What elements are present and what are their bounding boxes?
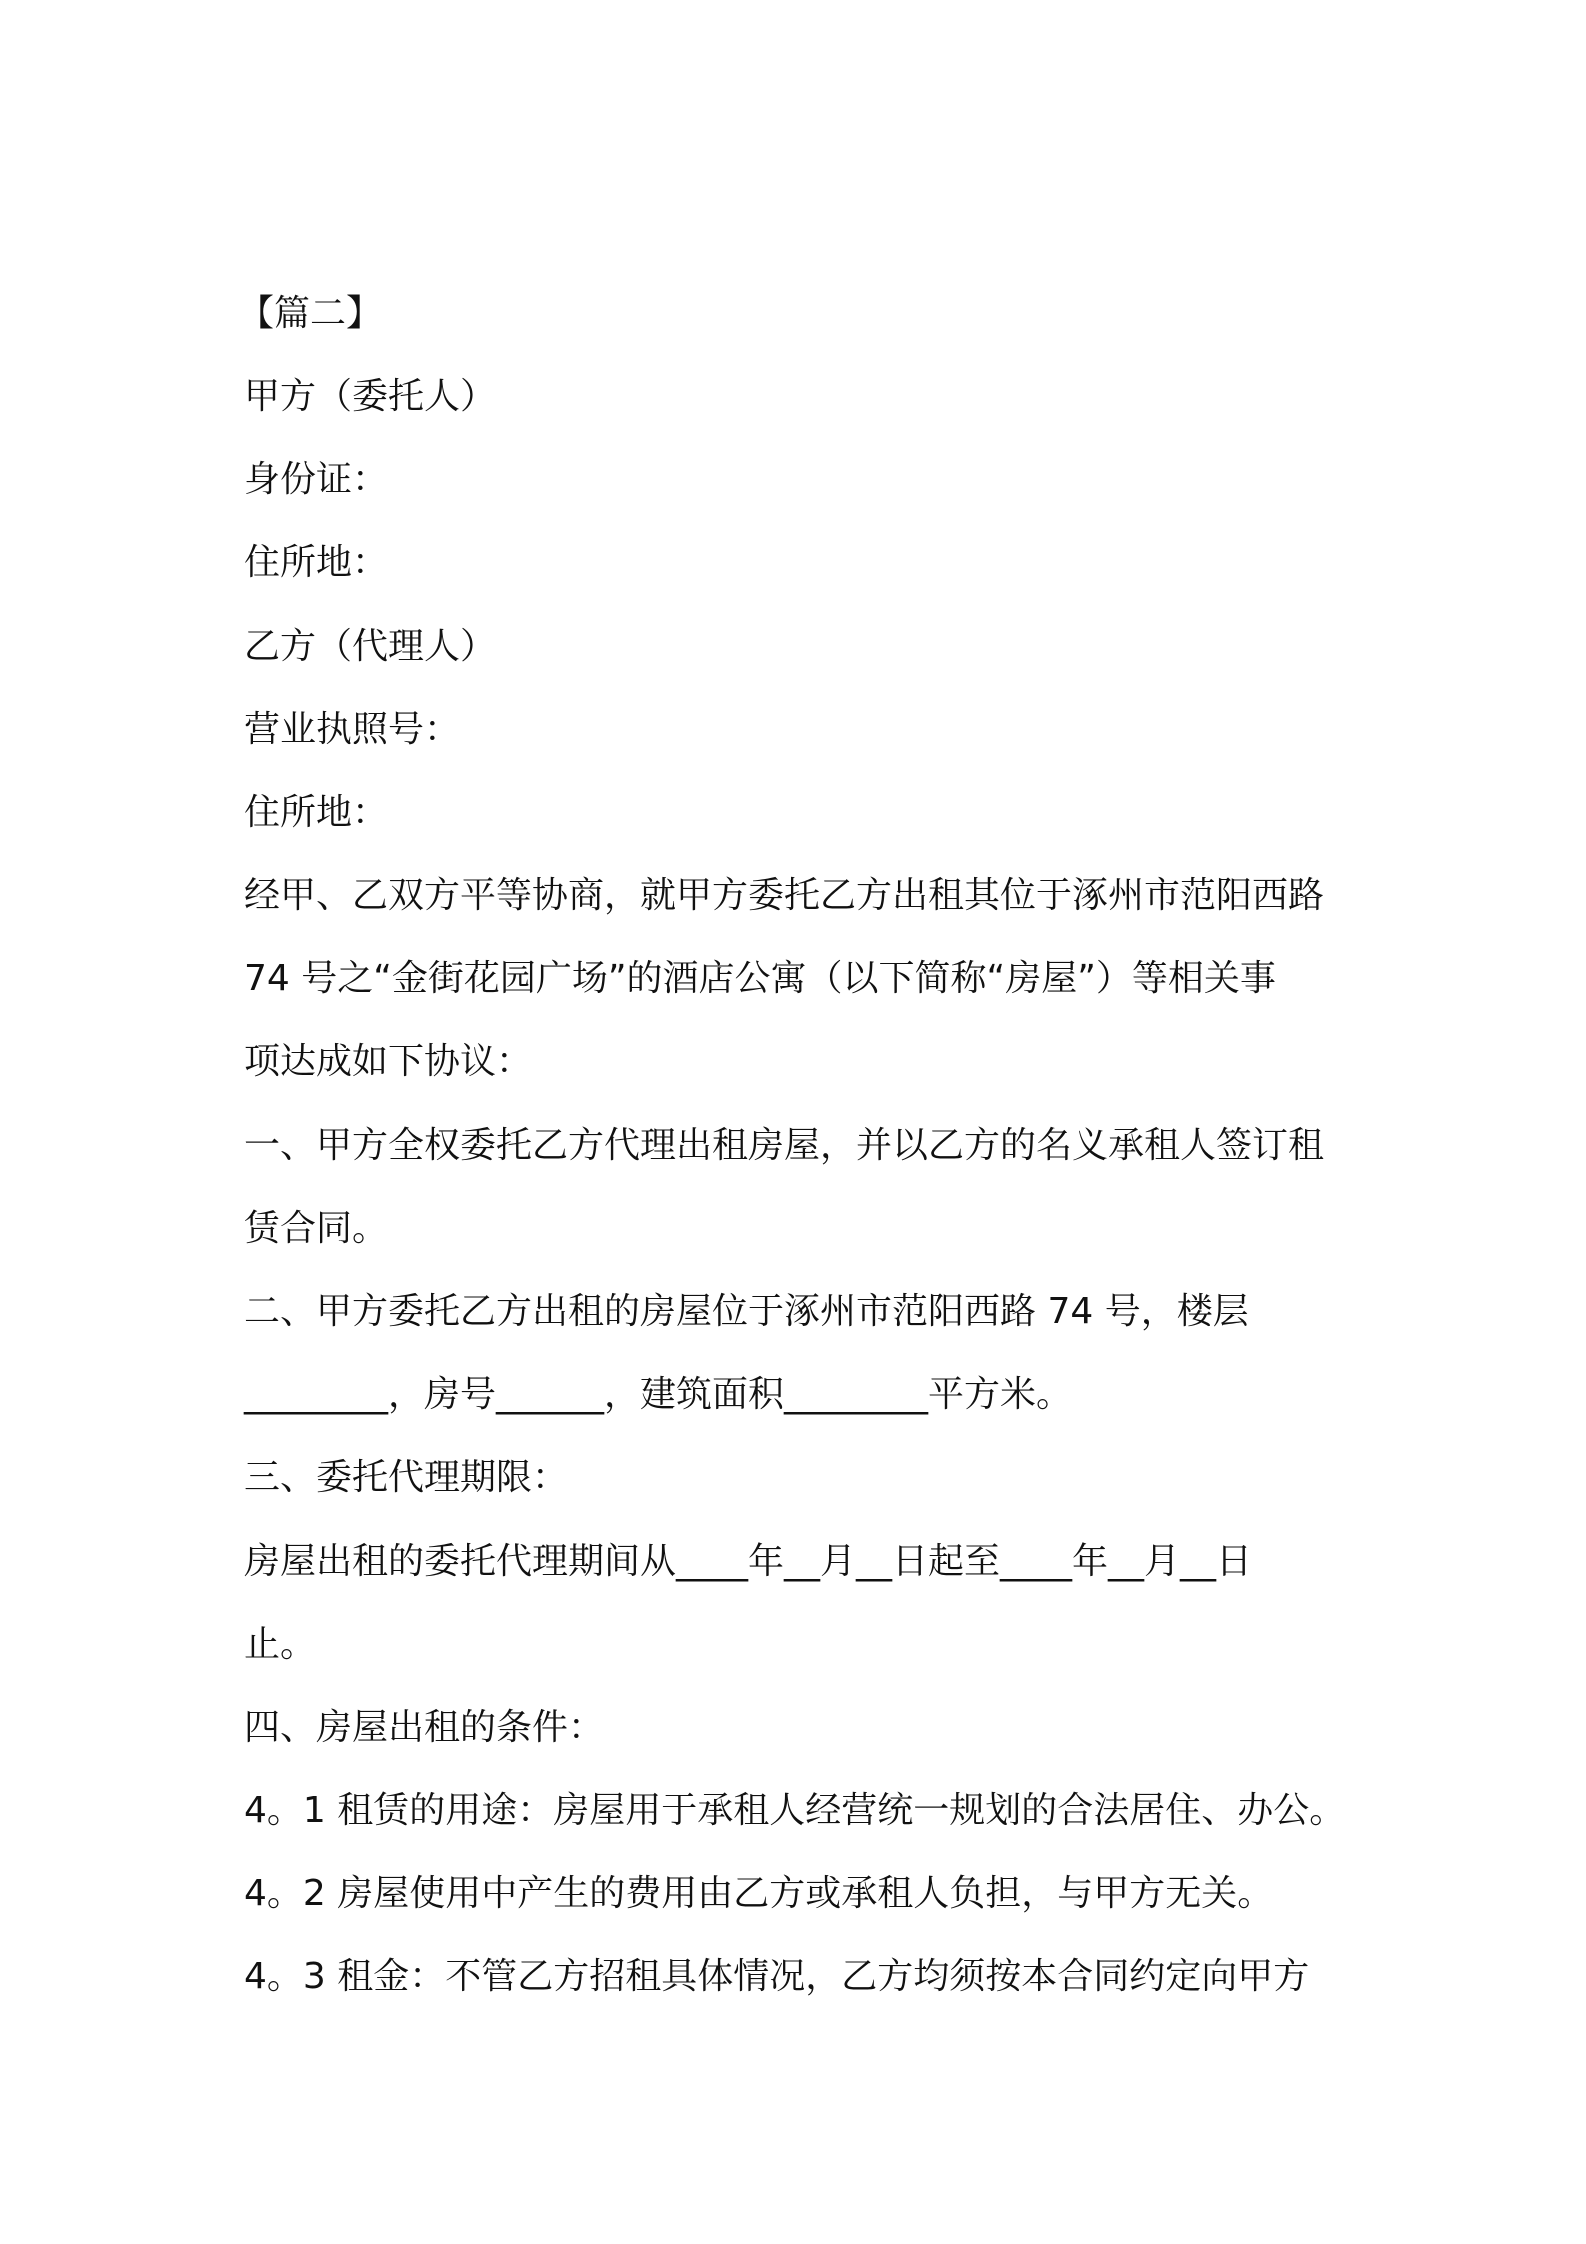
party-a-address-label: 住所地： — [244, 542, 389, 583]
preamble-line-1: 经甲、乙双方平等协商，就甲方委托乙方出租其位于涿州市范阳西路 — [244, 875, 1325, 916]
party-b-address-label: 住所地： — [244, 792, 389, 833]
clause-2-line-2: ________，房号______，建筑面积________平方米。 — [244, 1374, 1073, 1415]
party-a-label: 甲方（委托人） — [244, 376, 497, 417]
clause-4-heading: 四、房屋出租的条件： — [244, 1707, 605, 1748]
clause-3-line-1: 房屋出租的委托代理期间从____年__月__日起至____年__月__日 — [244, 1541, 1253, 1582]
clause-1-line-2: 赁合同。 — [244, 1208, 389, 1249]
clause-3-line-2: 止。 — [244, 1624, 317, 1665]
party-a-id-label: 身份证： — [244, 459, 389, 500]
preamble-line-3: 项达成如下协议： — [244, 1041, 533, 1082]
party-b-label: 乙方（代理人） — [244, 626, 497, 667]
clause-1-line-1: 一、甲方全权委托乙方代理出租房屋，并以乙方的名义承租人签订租 — [244, 1125, 1325, 1166]
clause-4-1: 4。1 租赁的用途：房屋用于承租人经营统一规划的合法居住、办公。 — [244, 1790, 1346, 1831]
section-heading: 【篇二】 — [238, 293, 383, 334]
preamble-line-2: 74 号之“金街花园广场”的酒店公寓（以下简称“房屋”）等相关事 — [244, 958, 1276, 999]
clause-4-2: 4。2 房屋使用中产生的费用由乙方或承租人负担，与甲方无关。 — [244, 1873, 1274, 1914]
party-b-license-label: 营业执照号： — [244, 709, 461, 750]
clause-2-line-1: 二、甲方委托乙方出租的房屋位于涿州市范阳西路 74 号，楼层 — [244, 1291, 1249, 1332]
clause-3-heading: 三、委托代理期限： — [244, 1457, 569, 1498]
clause-4-3: 4。3 租金：不管乙方招租具体情况，乙方均须按本合同约定向甲方 — [244, 1956, 1310, 1997]
